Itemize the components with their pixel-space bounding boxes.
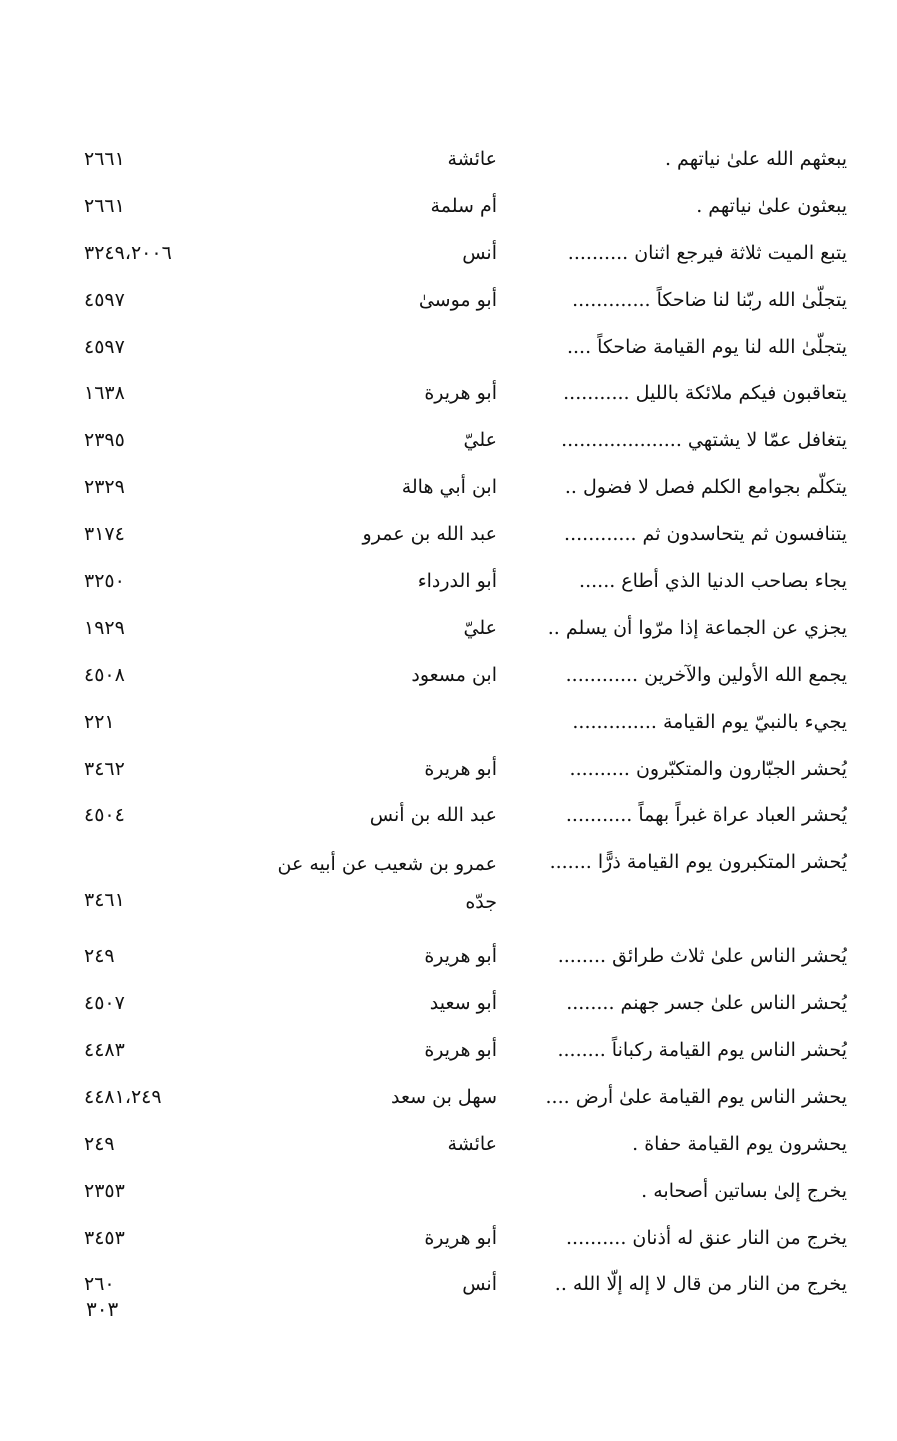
index-entry [0,324,897,371]
narrator-name: أم سلمة [430,194,497,217]
hadith-number: ٢٣٩٥ [84,429,125,452]
hadith-number: ٣٤٦١ [84,889,125,912]
index-entry [0,511,897,558]
hadith-text: يجزي عن الجماعة إذا مرّوا أن يسلم .. [547,616,847,639]
index-entry [0,1168,897,1215]
narrator-name: عبد الله بن أنس [369,804,497,827]
index-entry [0,277,897,324]
index-entry [0,370,897,417]
hadith-number: ٢٢١ [84,710,115,733]
hadith-text: يبعثون علىٰ نياتهم . [696,194,847,217]
hadith-number: ٣٢٥٠ [84,570,125,593]
narrator-name: أبو هريرة [424,1038,497,1061]
hadith-number: ٢٦٦١ [84,194,125,217]
hadith-number: ٢٤٩ [84,945,115,968]
index-entry [0,933,897,980]
narrator-name: عائشة [447,1132,497,1155]
index-entry [0,1074,897,1121]
hadith-text: يحشرون يوم القيامة حفاة . [632,1132,847,1155]
hadith-text: يُحشر الناس علىٰ جسر جهنم ........ [566,992,847,1015]
narrator-name: أبو هريرة [424,757,497,780]
hadith-text: يتبع الميت ثلاثة فيرجع اثنان .......... [567,241,847,264]
hadith-text: يُحشر الناس علىٰ ثلاث طرائق ........ [557,945,847,968]
index-entry [0,183,897,230]
hadith-text: يحشر الناس يوم القيامة علىٰ أرض .... [545,1085,847,1108]
hadith-text: يتنافسون ثم يتحاسدون ثم ............ [564,523,847,546]
hadith-text: يتعاقبون فيكم ملائكة بالليل ........... [563,382,847,405]
hadith-number: ٤٥٠٨ [84,663,125,686]
hadith-text: يبعثهم الله علىٰ نياتهم . [664,148,847,170]
hadith-number: ٣٤٦٢ [84,757,125,780]
hadith-text: يُحشر العباد عراة غبراً بهماً ........... [565,804,847,827]
index-entry [0,230,897,277]
narrator-name: أنس [462,241,497,264]
hadith-number: ٣١٧٤ [84,523,125,546]
narrator-name: عمرو بن شعيب عن أبيه عن جدّه [277,853,497,914]
index-entry [0,652,897,699]
index-entry [0,136,897,183]
hadith-number: ٢٦٠ [84,1273,115,1296]
hadith-number: ١٩٢٩ [84,616,125,639]
index-entry [0,699,897,746]
narrator-name: أبو سعيد [429,992,497,1015]
index-entry [0,980,897,1027]
hadith-text: يخرج من النار عنق له أذنان .......... [565,1226,847,1249]
hadith-text: يجيء بالنبيّ يوم القيامة .............. [572,710,847,733]
hadith-number: ٤٤٨٣ [84,1038,125,1061]
narrator-name: ابن أبي هالة [401,476,497,499]
index-entry [0,558,897,605]
index-entry [0,1261,897,1308]
hadith-number: ١٦٣٨ [84,382,125,405]
index-entry [0,1121,897,1168]
hadith-text: يخرج من النار من قال لا إله إلّا الله .. [554,1273,847,1296]
hadith-number: ٤٤٨١،٢٤٩ [84,1085,162,1108]
hadith-number: ٢٣٥٣ [84,1179,125,1202]
narrator-name: أبو الدرداء [417,570,497,593]
narrator-name: أبو موسىٰ [418,288,497,311]
hadith-text: يُحشر المتكبرون يوم القيامة ذرًّا ....... [549,851,847,874]
narrator-name: أبو هريرة [424,382,497,405]
narrator-name: عائشة [447,148,497,170]
hadith-text: يتجلّىٰ الله لنا يوم القيامة ضاحكاً .... [566,335,847,358]
narrator-name: عبد الله بن عمرو [362,523,497,546]
narrator-name: سهل بن سعد [391,1085,497,1108]
hadith-text: يُحشر الناس يوم القيامة ركباناً ........ [557,1038,847,1061]
hadith-number: ٤٥٠٤ [84,804,125,827]
index-entry [0,1027,897,1074]
hadith-text: يتجلّىٰ الله ربّنا لنا ضاحكاً ............. [572,288,847,311]
narrator-name: أنس [462,1273,497,1296]
index-entry [0,792,897,839]
hadith-number: ٢٤٩ [84,1132,115,1155]
hadith-number: ٢٣٢٩ [84,476,125,499]
hadith-number: ٤٥٩٧ [84,288,125,311]
hadith-text: يخرج إلىٰ بساتين أصحابه . [641,1179,847,1202]
index-entry [0,464,897,511]
narrator-name: أبو هريرة [424,1226,497,1249]
hadith-index-list [0,136,897,1308]
hadith-number: ٣٤٥٣ [84,1226,125,1249]
narrator-name: عليّ [463,616,497,639]
hadith-text: يتغافل عمّا لا يشتهي .................... [561,429,847,452]
hadith-number: ٣٢٤٩،٢٠٠٦ [84,241,172,264]
hadith-text: يجمع الله الأولين والآخرين ............ [565,663,847,686]
narrator-name: ابن مسعود [411,663,497,686]
narrator-name: عليّ [463,429,497,452]
narrator-name: أبو هريرة [424,945,497,968]
index-entry [0,605,897,652]
hadith-number: ٤٥٠٧ [84,992,125,1015]
page-number: ٣٠٣ [86,1297,119,1321]
hadith-number: ٤٥٩٧ [84,335,125,358]
hadith-text: يتكلّم بجوامع الكلم فصل لا فضول .. [564,476,847,499]
index-entry [0,839,897,933]
index-entry [0,746,897,793]
hadith-number: ٢٦٦١ [84,148,125,170]
index-entry [0,417,897,464]
index-entry [0,1215,897,1262]
hadith-text: يجاء بصاحب الدنيا الذي أطاع ...... [579,570,847,593]
hadith-text: يُحشر الجبّارون والمتكبّرون .......... [569,757,847,780]
